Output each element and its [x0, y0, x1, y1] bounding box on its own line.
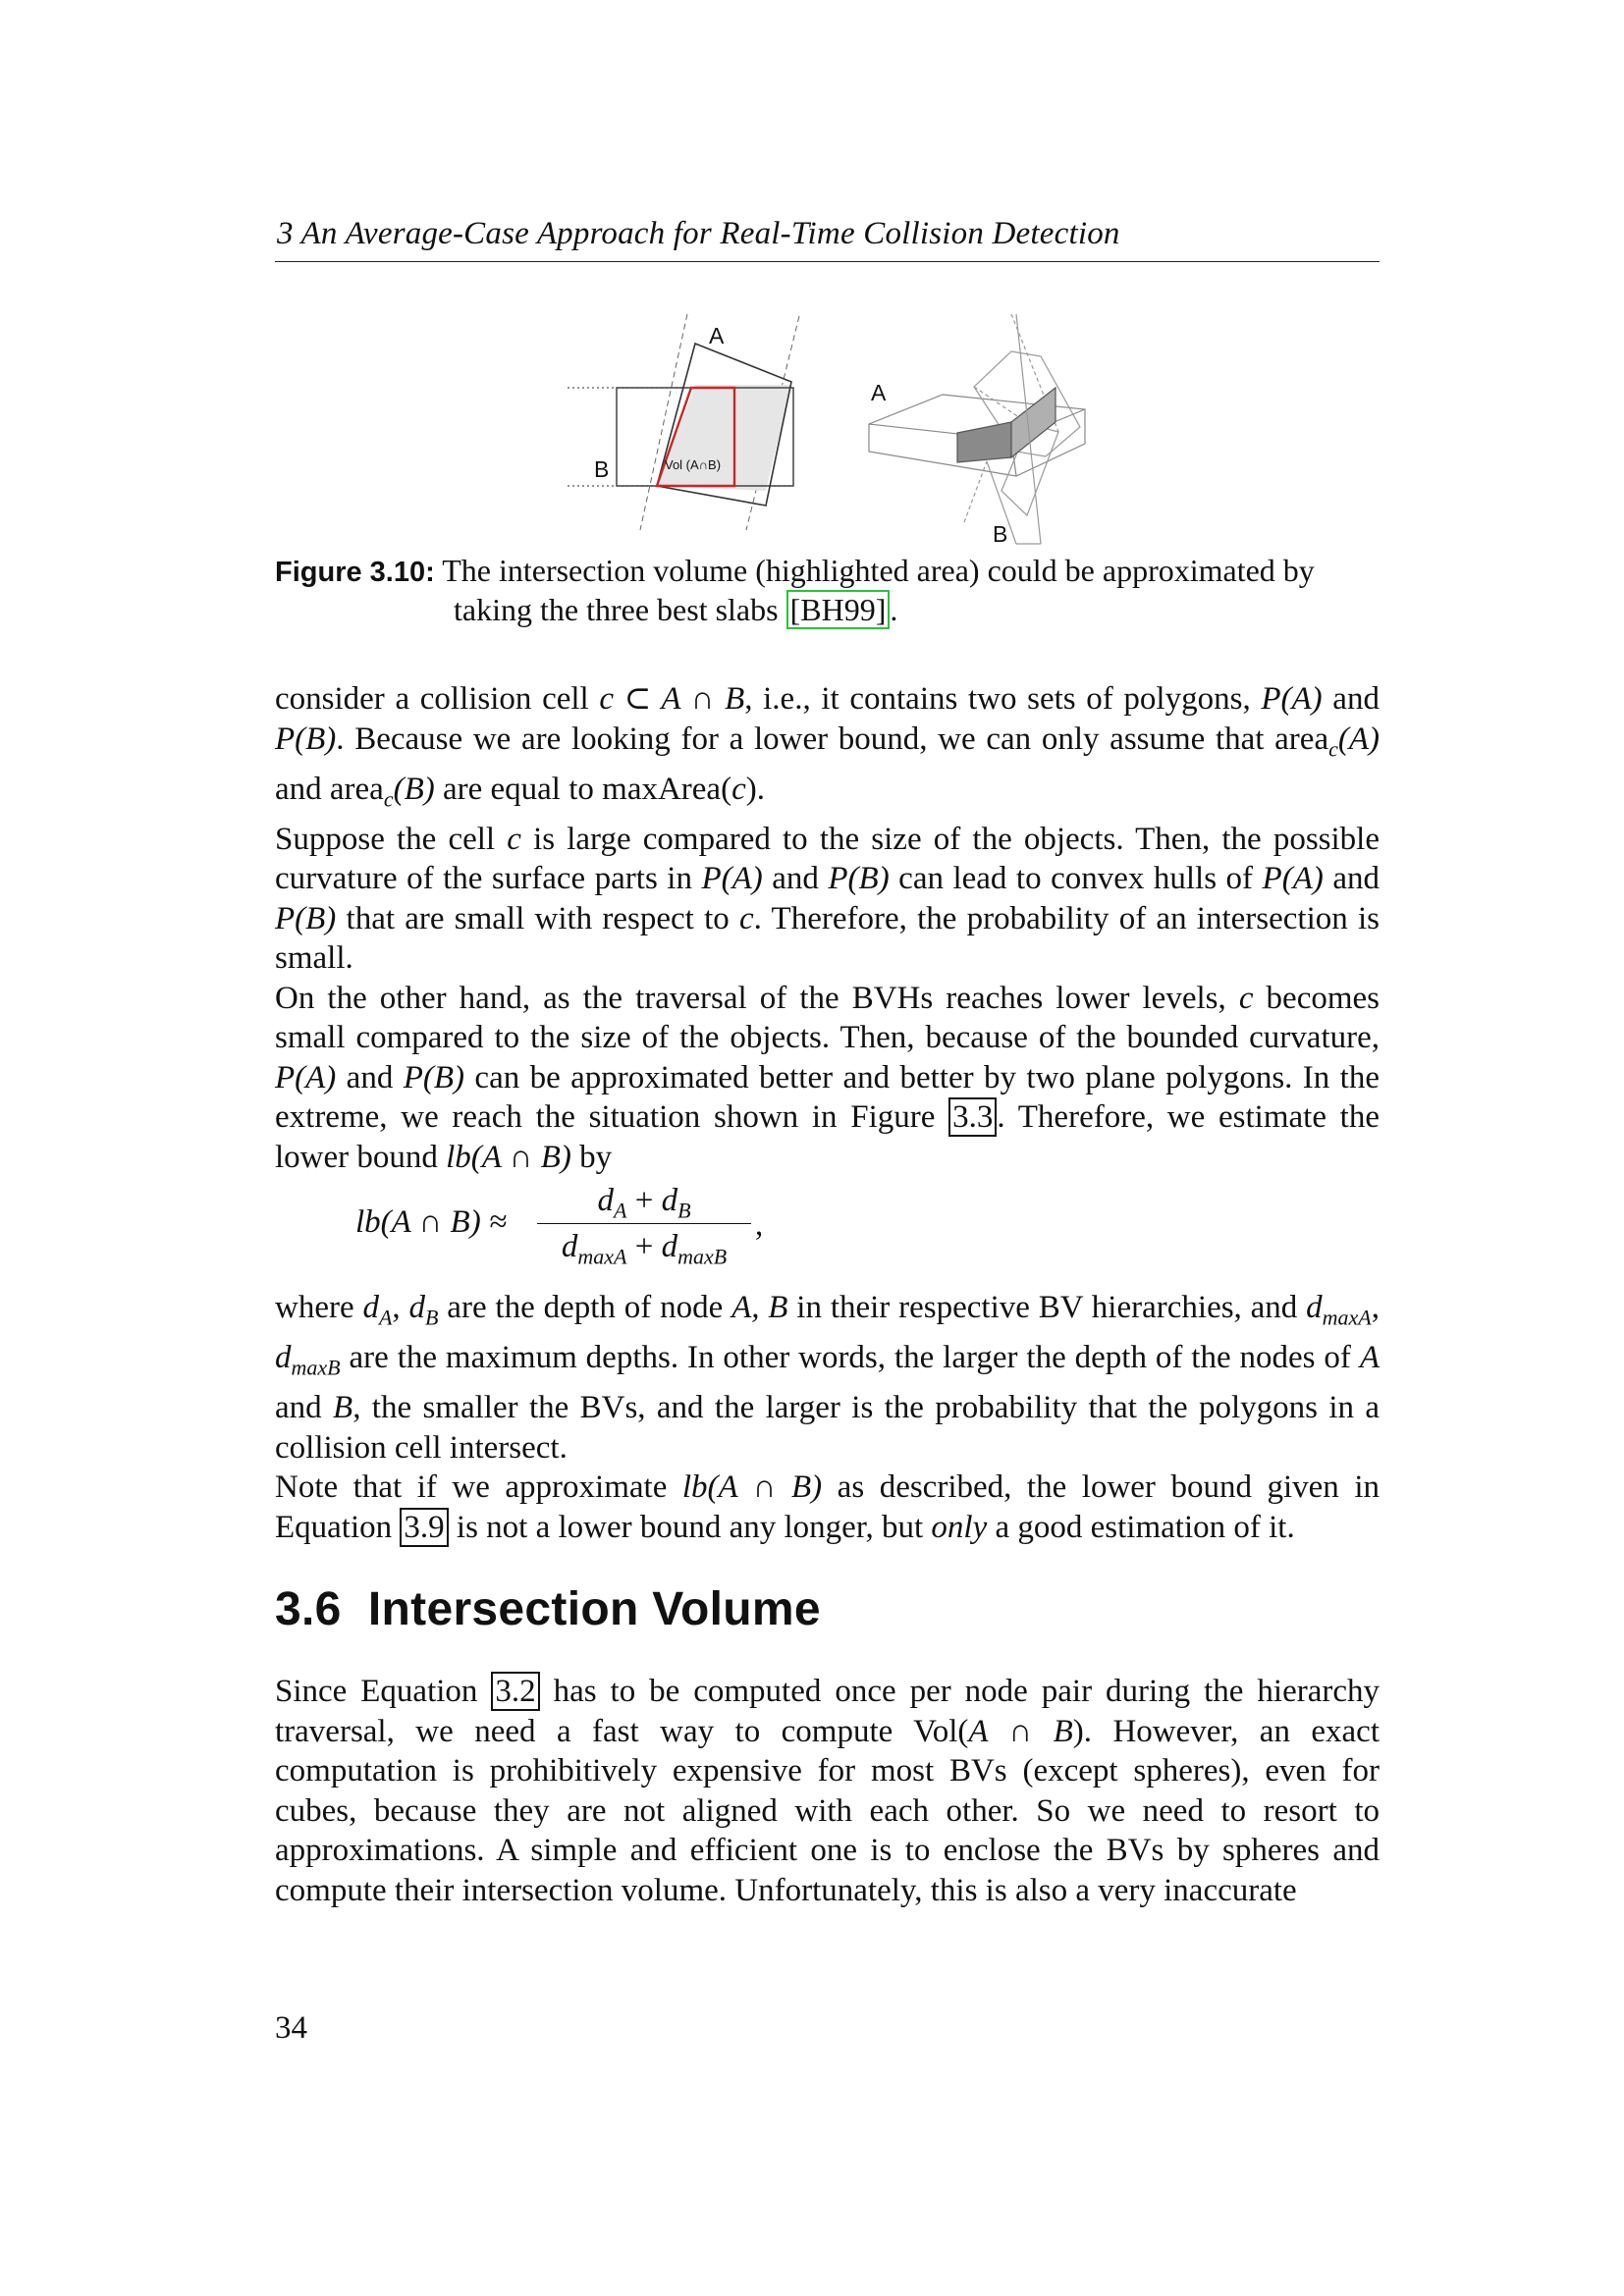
paragraph-2: Suppose the cell c is large compared to the size of the objects. Then, the possible curvature of the surface parts in P(A) and P(B) can lead to convex hulls of P(A) and P(B) that are small with respect to c. Therefore, the probability of an intersection is small.: [275, 821, 1380, 977]
left-label-b: B: [594, 456, 610, 482]
body-text-middle: [275, 1288, 1380, 1547]
paragraph-3: On the other hand, as the traversal of the BVHs reaches lower levels, c becomes small compared to the size of the objects. Then, because of the bounded curvature, P(A) and P(B) can be approximated better and better by two plane polygons. In the extreme, we reach the situation shown in Figure 3.3 . Therefore, we estimate the lower bound lb(A ∩ B) by: [275, 980, 1380, 1175]
caption-text-2: taking the three best slabs: [454, 592, 779, 627]
left-label-a: A: [709, 323, 725, 348]
equation-lower-bound: [355, 1178, 768, 1276]
page-number: 34: [275, 2010, 307, 2046]
caption-label: Figure 3.10:: [275, 557, 435, 588]
citation-link-bh99[interactable]: [BH99]: [786, 590, 891, 629]
body-text-upper: [275, 679, 1380, 1177]
equation-ref-3-9[interactable]: 3.9: [400, 1508, 448, 1547]
section-heading: [275, 1582, 821, 1636]
equation-ref-3-2[interactable]: 3.2: [491, 1672, 539, 1711]
caption-end: .: [890, 592, 898, 627]
running-header: [275, 214, 1380, 262]
right-label-a: A: [871, 380, 887, 405]
section-number: 3.6: [275, 1583, 342, 1635]
figure-3-10: [550, 314, 1119, 550]
paragraph-5: Note that if we approximate lb(A ∩ B) as described, the lower bound given in Equation 3.9 is not a lower bound any longer, but only a good estimation of it.: [275, 1469, 1380, 1545]
equation-comma: ,: [755, 1207, 764, 1243]
left-panel: [568, 314, 799, 530]
paragraph-4: where $d_A$, $d_B$ are the depth of node A, B in their respective BV hierarchies, and $d_{maxA}$, $d_{maxB}$ are the maximum depths. In other words, the larger the depth of the nodes of A and B, the smaller the BVs, and the larger is the probability that the polygons in a collision cell intersect.: [275, 1290, 1380, 1466]
section-title: Intersection Volume: [367, 1583, 821, 1635]
figure-ref-3-3[interactable]: 3.3: [948, 1097, 997, 1137]
vol-intersection-label: Vol (A∩B): [665, 457, 722, 472]
right-label-b: B: [993, 521, 1008, 547]
equation-fraction: [537, 1178, 751, 1269]
right-panel: [869, 314, 1085, 544]
figure-illustration: [550, 314, 1119, 550]
paragraph-1: consider a collision cell c ⊂ A ∩ B, i.e., it contains two sets of polygons, P(A) and P(B). Because we are looking for a lower bound, we can only assume that area$_c$(A) and area$_c$(B) are equal to maxArea(c).: [275, 681, 1380, 812]
equation-denominator: $d_{maxA} + d_{maxB}$: [561, 1229, 728, 1269]
paragraph-6: Since Equation 3.2 has to be computed once per node pair during the hierarchy traversal, we need a fast way to compute Vol(A ∩ B). However, an exact computation is prohibitively expensive for most BVs (except spheres), even for cubes, because they are not aligned with each other. So we need to resort to approximations. A simple and efficient one is to enclose the BVs by spheres and compute their intersection volume. Unfortunately, this is also a very inaccurate: [275, 1674, 1380, 1908]
caption-text-1: The intersection volume (highlighted area) could be approximated by: [442, 553, 1315, 588]
equation-numerator: $d_A + d_B$: [597, 1183, 691, 1223]
figure-caption: [275, 552, 1380, 628]
body-text-lower: [275, 1672, 1380, 1910]
equation-lhs: lb(A ∩ B) ≈: [355, 1204, 508, 1240]
running-title: 3 An Average-Case Approach for Real-Time Collision Detection: [277, 216, 1120, 251]
